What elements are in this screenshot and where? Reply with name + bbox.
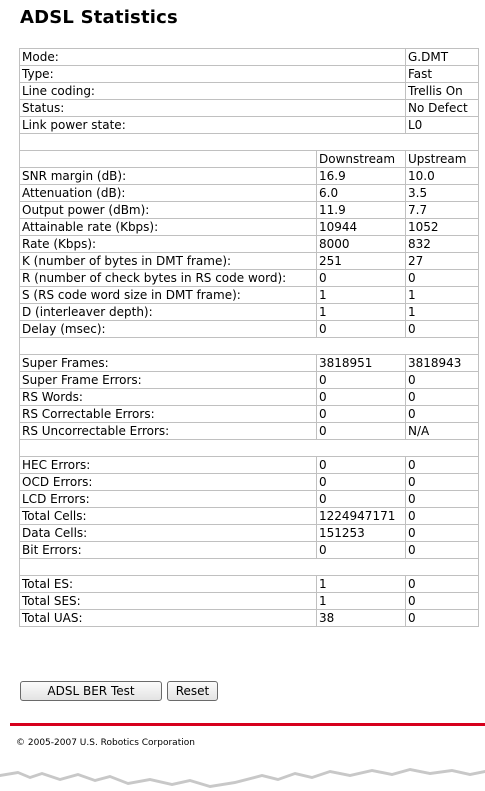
stat-label: SNR margin (dB): xyxy=(20,168,317,185)
table-row xyxy=(20,253,479,270)
downstream-value: 151253 xyxy=(317,525,406,542)
spacer-row xyxy=(20,440,479,457)
upstream-value: 0 xyxy=(406,406,479,423)
stat-value: L0 xyxy=(406,117,479,134)
stat-label: Total Cells: xyxy=(20,508,317,525)
downstream-value: 1 xyxy=(317,576,406,593)
spacer-cell xyxy=(20,338,479,355)
button-bar xyxy=(20,681,218,701)
downstream-value: 0 xyxy=(317,423,406,440)
downstream-value: 8000 xyxy=(317,236,406,253)
table-row xyxy=(20,168,479,185)
table-row xyxy=(20,508,479,525)
downstream-value: 38 xyxy=(317,610,406,627)
upstream-value: 10.0 xyxy=(406,168,479,185)
upstream-value: 0 xyxy=(406,474,479,491)
stat-value: G.DMT xyxy=(406,49,479,66)
downstream-value: 11.9 xyxy=(317,202,406,219)
upstream-value: 27 xyxy=(406,253,479,270)
table-row xyxy=(20,100,479,117)
upstream-value: 0 xyxy=(406,321,479,338)
downstream-value: 1 xyxy=(317,287,406,304)
table-row xyxy=(20,287,479,304)
spacer-cell xyxy=(20,440,479,457)
stat-value: No Defect xyxy=(406,100,479,117)
table-row xyxy=(20,66,479,83)
table-row xyxy=(20,219,479,236)
table-row xyxy=(20,593,479,610)
table-row xyxy=(20,270,479,287)
stat-label: Link power state: xyxy=(20,117,406,134)
table-row xyxy=(20,406,479,423)
stat-value: Trellis On xyxy=(406,83,479,100)
page-title: ADSL Statistics xyxy=(20,7,178,28)
stat-label: D (interleaver depth): xyxy=(20,304,317,321)
stat-label: RS Correctable Errors: xyxy=(20,406,317,423)
spacer-cell xyxy=(20,559,479,576)
copyright-text: © 2005-2007 U.S. Robotics Corporation xyxy=(16,738,195,748)
reset-button[interactable]: Reset xyxy=(167,681,218,701)
stat-label: Status: xyxy=(20,100,406,117)
table-row xyxy=(20,355,479,372)
downstream-value: 0 xyxy=(317,321,406,338)
stat-label: S (RS code word size in DMT frame): xyxy=(20,287,317,304)
downstream-value: 1 xyxy=(317,304,406,321)
upstream-value: 3818943 xyxy=(406,355,479,372)
downstream-value: 0 xyxy=(317,474,406,491)
stat-label: Super Frames: xyxy=(20,355,317,372)
stat-label: RS Uncorrectable Errors: xyxy=(20,423,317,440)
upstream-value: 0 xyxy=(406,542,479,559)
footer-divider xyxy=(10,723,485,726)
stat-label: Line coding: xyxy=(20,83,406,100)
upstream-header: Upstream xyxy=(406,151,479,168)
downstream-value: 0 xyxy=(317,389,406,406)
stat-label: Total UAS: xyxy=(20,610,317,627)
stat-label: Type: xyxy=(20,66,406,83)
spacer-row xyxy=(20,134,479,151)
stat-label: Super Frame Errors: xyxy=(20,372,317,389)
table-row xyxy=(20,49,479,66)
table-row xyxy=(20,610,479,627)
downstream-value: 1224947171 xyxy=(317,508,406,525)
stat-label: R (number of check bytes in RS code word): xyxy=(20,270,317,287)
stat-label: LCD Errors: xyxy=(20,491,317,508)
downstream-value: 10944 xyxy=(317,219,406,236)
table-row xyxy=(20,542,479,559)
upstream-value: 0 xyxy=(406,389,479,406)
stat-label: RS Words: xyxy=(20,389,317,406)
spacer-row xyxy=(20,338,479,355)
upstream-value: 7.7 xyxy=(406,202,479,219)
table-row xyxy=(20,236,479,253)
table-row xyxy=(20,202,479,219)
upstream-value: 3.5 xyxy=(406,185,479,202)
downstream-value: 3818951 xyxy=(317,355,406,372)
spacer-row xyxy=(20,559,479,576)
adsl-stats-table xyxy=(19,48,479,627)
table-row xyxy=(20,491,479,508)
downstream-value: 0 xyxy=(317,457,406,474)
upstream-value: 0 xyxy=(406,525,479,542)
table-row xyxy=(20,457,479,474)
downstream-value: 0 xyxy=(317,542,406,559)
downstream-value: 0 xyxy=(317,372,406,389)
stat-label: Output power (dBm): xyxy=(20,202,317,219)
stat-label: Rate (Kbps): xyxy=(20,236,317,253)
table-row xyxy=(20,372,479,389)
upstream-value: N/A xyxy=(406,423,479,440)
stat-label: Attainable rate (Kbps): xyxy=(20,219,317,236)
table-row xyxy=(20,389,479,406)
upstream-value: 1 xyxy=(406,287,479,304)
upstream-value: 0 xyxy=(406,457,479,474)
downstream-value: 1 xyxy=(317,593,406,610)
downstream-header: Downstream xyxy=(317,151,406,168)
stat-label: Total SES: xyxy=(20,593,317,610)
upstream-value: 1 xyxy=(406,304,479,321)
upstream-value: 0 xyxy=(406,270,479,287)
table-row xyxy=(20,117,479,134)
upstream-value: 832 xyxy=(406,236,479,253)
stat-label: Delay (msec): xyxy=(20,321,317,338)
downstream-value: 16.9 xyxy=(317,168,406,185)
table-row xyxy=(20,525,479,542)
upstream-value: 1052 xyxy=(406,219,479,236)
adsl-ber-test-button[interactable]: ADSL BER Test xyxy=(20,681,162,701)
upstream-value: 0 xyxy=(406,610,479,627)
stat-label: Total ES: xyxy=(20,576,317,593)
downstream-value: 0 xyxy=(317,270,406,287)
stat-label: Data Cells: xyxy=(20,525,317,542)
stat-label: Attenuation (dB): xyxy=(20,185,317,202)
upstream-value: 0 xyxy=(406,508,479,525)
spacer-cell xyxy=(20,134,479,151)
stat-label: K (number of bytes in DMT frame): xyxy=(20,253,317,270)
torn-edge-decoration xyxy=(0,760,485,791)
stat-label: Bit Errors: xyxy=(20,542,317,559)
upstream-value: 0 xyxy=(406,576,479,593)
stat-label: Mode: xyxy=(20,49,406,66)
upstream-value: 0 xyxy=(406,372,479,389)
downstream-value: 0 xyxy=(317,406,406,423)
table-row xyxy=(20,576,479,593)
upstream-value: 0 xyxy=(406,491,479,508)
downstream-value: 0 xyxy=(317,491,406,508)
table-row xyxy=(20,185,479,202)
table-row xyxy=(20,83,479,100)
table-row xyxy=(20,321,479,338)
column-header-row xyxy=(20,151,479,168)
table-row xyxy=(20,423,479,440)
downstream-value: 6.0 xyxy=(317,185,406,202)
stat-label: OCD Errors: xyxy=(20,474,317,491)
stat-label: HEC Errors: xyxy=(20,457,317,474)
upstream-value: 0 xyxy=(406,593,479,610)
header-blank-cell xyxy=(20,151,317,168)
stat-value: Fast xyxy=(406,66,479,83)
downstream-value: 251 xyxy=(317,253,406,270)
table-row xyxy=(20,304,479,321)
table-row xyxy=(20,474,479,491)
